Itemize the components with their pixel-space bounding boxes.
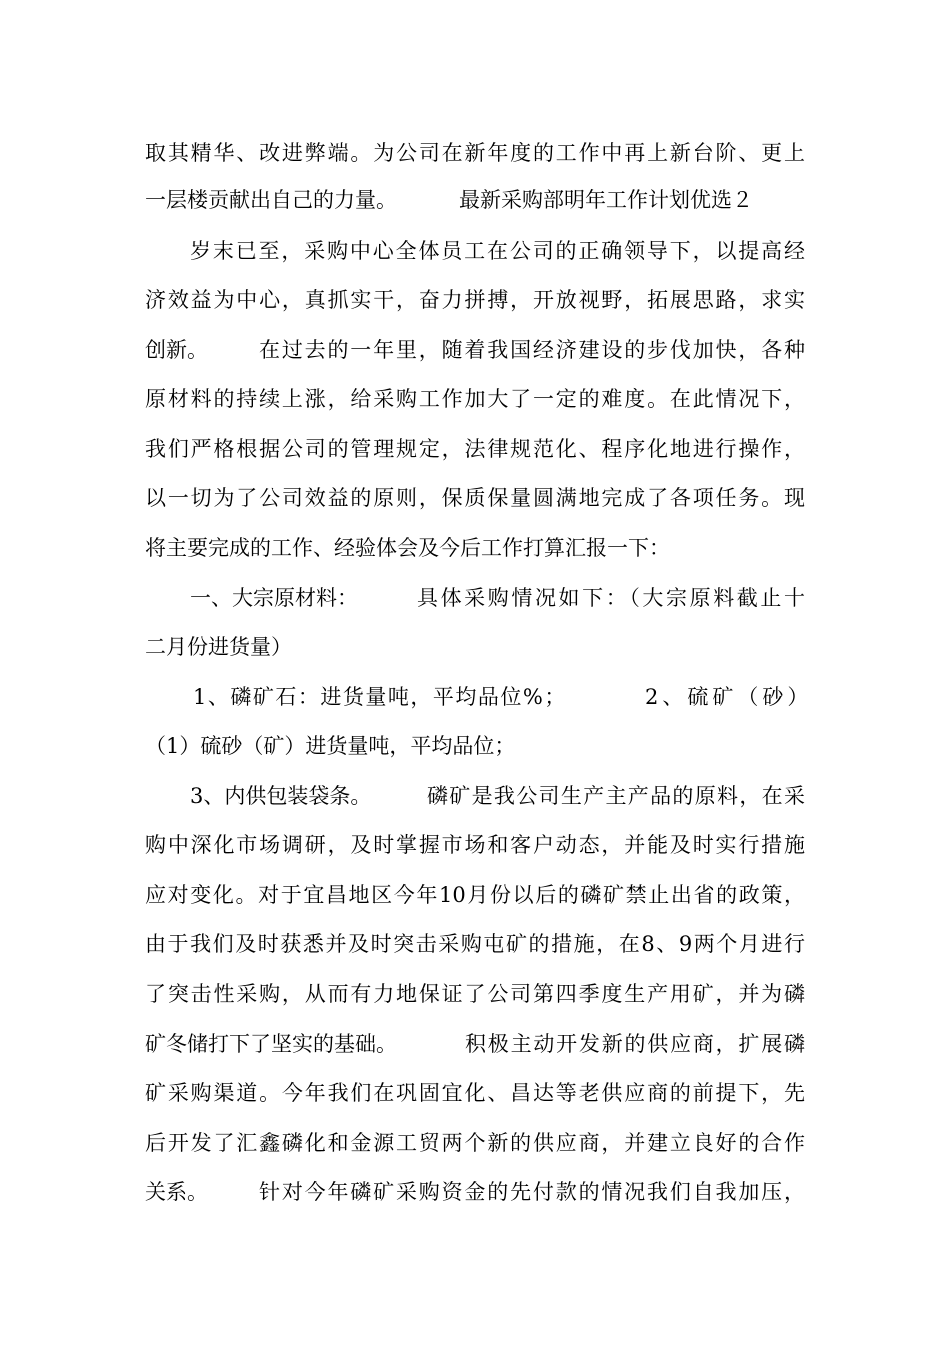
- text-line: [0, 1022, 950, 1066]
- text-segment: 关系。: [145, 1180, 208, 1204]
- text-segment: 应对变化。对于宜昌地区今年10月份以后的磷矿禁止出省的政策，: [145, 883, 805, 907]
- text-segment: 将主要完成的工作、经验体会及今后工作打算汇报一下：: [145, 536, 670, 560]
- text-segment: 1、磷矿石：进货量吨，平均品位%；: [193, 685, 567, 709]
- text-line: [0, 774, 950, 818]
- text-segment: 原材料的持续上涨，给采购工作加大了一定的难度。在此情况下，: [145, 387, 805, 411]
- text-segment: 创新。: [145, 338, 208, 362]
- text-segment: 3、内供包装袋条。: [190, 784, 372, 808]
- text-segment: 购中深化市场调研，及时掌握市场和客户动态，并能及时实行措施: [145, 833, 805, 857]
- text-segment: 由于我们及时获悉并及时突击采购屯矿的措施，在8、9两个月进行: [145, 932, 805, 956]
- text-segment: 以一切为了公司效益的原则，保质保量圆满地完成了各项任务。现: [145, 486, 805, 510]
- text-line: [0, 873, 950, 917]
- text-line: [0, 922, 950, 966]
- text-segment: 一层楼贡献出自己的力量。: [145, 188, 397, 212]
- text-line: [0, 229, 950, 273]
- text-segment: 2、硫矿（砂）: [645, 685, 813, 709]
- text-line: [0, 625, 950, 669]
- text-segment: 岁末已至，采购中心全体员工在公司的正确领导下，以提高经: [190, 239, 805, 263]
- text-line: [0, 1170, 950, 1214]
- text-line: [0, 278, 950, 322]
- text-line: [0, 178, 950, 222]
- text-segment: 二月份进货量）: [145, 635, 292, 659]
- text-line: [0, 476, 950, 520]
- text-line: [0, 526, 950, 570]
- text-line: [0, 675, 950, 719]
- text-segment: （1）硫砂（矿）进货量吨，平均品位；: [145, 734, 516, 758]
- text-line: [0, 823, 950, 867]
- text-segment: 取其精华、改进弊端。为公司在新年度的工作中再上新台阶、更上: [145, 141, 805, 165]
- text-line: [0, 724, 950, 768]
- text-line: [0, 427, 950, 471]
- text-line: [0, 1121, 950, 1165]
- text-line: [0, 972, 950, 1016]
- section-title: 最新采购部明年工作计划优选２: [459, 188, 753, 212]
- text-segment: 矿冬储打下了坚实的基础。: [145, 1032, 397, 1056]
- text-line: [0, 1071, 950, 1115]
- text-segment: 后开发了汇鑫磷化和金源工贸两个新的供应商，并建立良好的合作: [145, 1131, 805, 1155]
- text-segment: 矿采购渠道。今年我们在巩固宜化、昌达等老供应商的前提下，先: [145, 1081, 805, 1105]
- text-line: [0, 377, 950, 421]
- text-segment: 磷矿是我公司生产主产品的原料，在采: [427, 784, 805, 808]
- text-segment: 具体采购情况如下：（大宗原料截止十: [417, 586, 805, 610]
- text-segment: 济效益为中心，真抓实干，奋力拼搏，开放视野，拓展思路，求实: [145, 288, 805, 312]
- text-segment: 我们严格根据公司的管理规定，法律规范化、程序化地进行操作，: [145, 437, 805, 461]
- text-line: [0, 576, 950, 620]
- text-segment: 在过去的一年里，随着我国经济建设的步伐加快，各种: [259, 338, 805, 362]
- text-line: [0, 328, 950, 372]
- text-segment: 针对今年磷矿采购资金的先付款的情况我们自我加压，: [259, 1180, 805, 1204]
- text-line: [0, 131, 950, 175]
- text-segment: 了突击性采购，从而有力地保证了公司第四季度生产用矿，并为磷: [145, 982, 805, 1006]
- text-segment: 积极主动开发新的供应商，扩展磷: [465, 1032, 805, 1056]
- text-segment: 一、大宗原材料：: [190, 586, 358, 610]
